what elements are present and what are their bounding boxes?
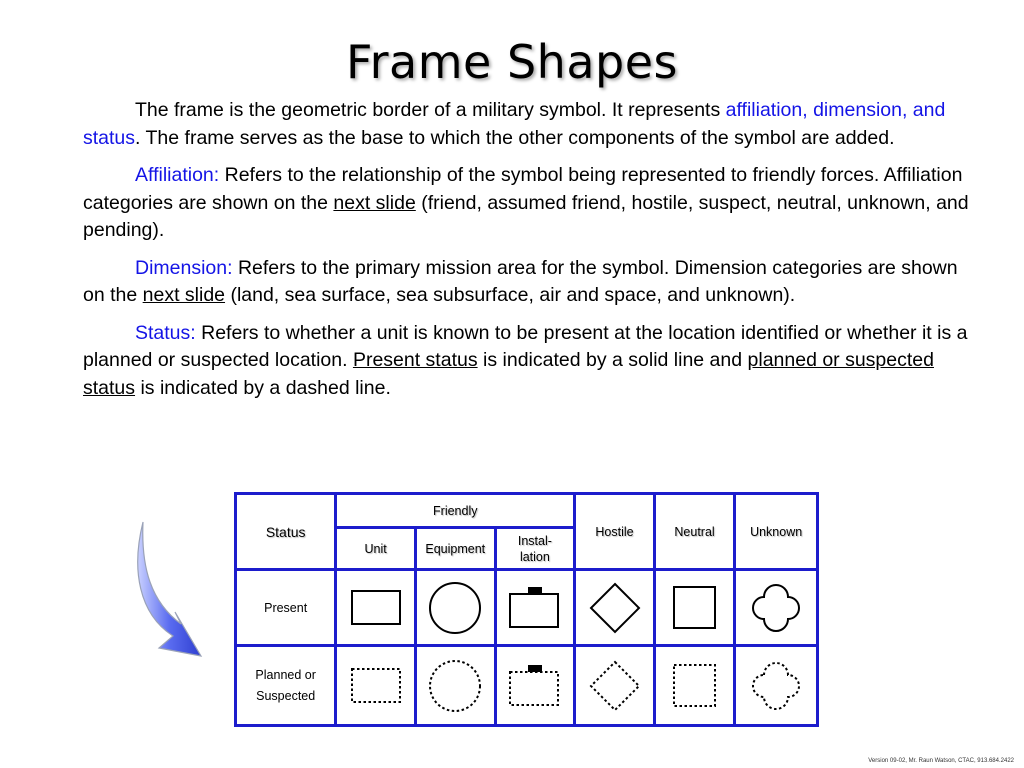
present-unknown-cell [735,570,818,646]
neutral-header: Neutral [654,494,734,570]
planned-unit-cell [336,646,416,726]
equipment-header: Equipment [415,528,495,570]
friendly-header: Friendly [336,494,575,528]
present-neutral-cell [654,570,734,646]
unknown-header: Unknown [735,494,818,570]
hostile-header: Hostile [575,494,655,570]
frame-shapes-table [234,492,819,727]
diamond-frame-icon [588,581,642,635]
p4-text-3: is indicated by a dashed line. [135,376,391,399]
square-frame-icon [671,584,719,632]
p2-text-1: Refers to the relationship of the symbol being represented to friendly forces. Affiliation categories are shown on the [83,164,963,214]
dashed-square-frame-icon [671,662,719,710]
dimension-term: Dimension: [135,256,233,279]
status-term: Status: [135,321,196,344]
curved-down-right-arrow-icon [137,518,207,663]
installation-frame-icon [508,585,562,631]
circle-frame-icon [427,580,483,636]
planned-hostile-cell [575,646,655,726]
paragraph-dimension [83,255,973,310]
p4-text-2: is indicated by a solid line and [477,349,748,371]
unit-header: Unit [336,528,416,570]
rectangle-frame-icon [350,589,402,627]
dashed-quatrefoil-frame-icon [746,659,806,713]
next-slide-link-dimension[interactable]: next slide [142,284,226,306]
p3-text-2: (land, sea surface, sea subsurface, air and space, and unknown). [225,284,796,306]
slide-title: Frame Shapes [346,35,678,89]
p1-text-2: . The frame serves as the base to which the other components of the symbol are added. [135,126,895,149]
paragraph-frame-definition [83,97,973,152]
present-row-label: Present [236,570,336,646]
dashed-diamond-frame-icon [588,659,642,713]
planned-installation-cell [495,646,575,726]
present-hostile-cell [575,570,655,646]
quatrefoil-frame-icon [746,581,806,635]
installation-header: Instal- lation [495,528,575,570]
status-header: Status [236,494,336,570]
p4-text-1: Refers to whether a unit is known to be present at the location identified or whether it is a planned or suspected location. [83,321,968,371]
affiliation-term: Affiliation: [135,164,220,186]
version-footer: Version 09-02, Mr. Raun Watson, CTAC, 913.684.2422 [868,758,1014,764]
planned-unknown-cell [735,646,818,726]
paragraph-status [83,320,973,403]
planned-neutral-cell [654,646,734,726]
dashed-circle-frame-icon [427,658,483,714]
dashed-installation-frame-icon [508,663,562,709]
p1-highlight: affiliation, dimension, and status [83,99,946,149]
p3-text-1: Refers to the primary mission area for the symbol. Dimension categories are shown on the [83,256,958,306]
planned-status-text: planned or suspected status [83,349,934,399]
next-slide-link-affiliation[interactable]: next slide [333,191,416,214]
body-text [83,97,973,412]
planned-row-label: Planned or Suspected [236,646,336,726]
p2-text-2: (friend, assumed friend, hostile, suspect, neutral, unknown, and pending). [83,191,969,241]
dashed-rectangle-frame-icon [350,667,402,705]
p1-text-1: The frame is the geometric border of a military symbol. It represents [135,99,726,121]
present-unit-cell [336,570,416,646]
present-equipment-cell [415,570,495,646]
planned-equipment-cell [415,646,495,726]
present-installation-cell [495,570,575,646]
paragraph-affiliation [83,162,973,245]
present-status-text: Present status [352,349,478,371]
